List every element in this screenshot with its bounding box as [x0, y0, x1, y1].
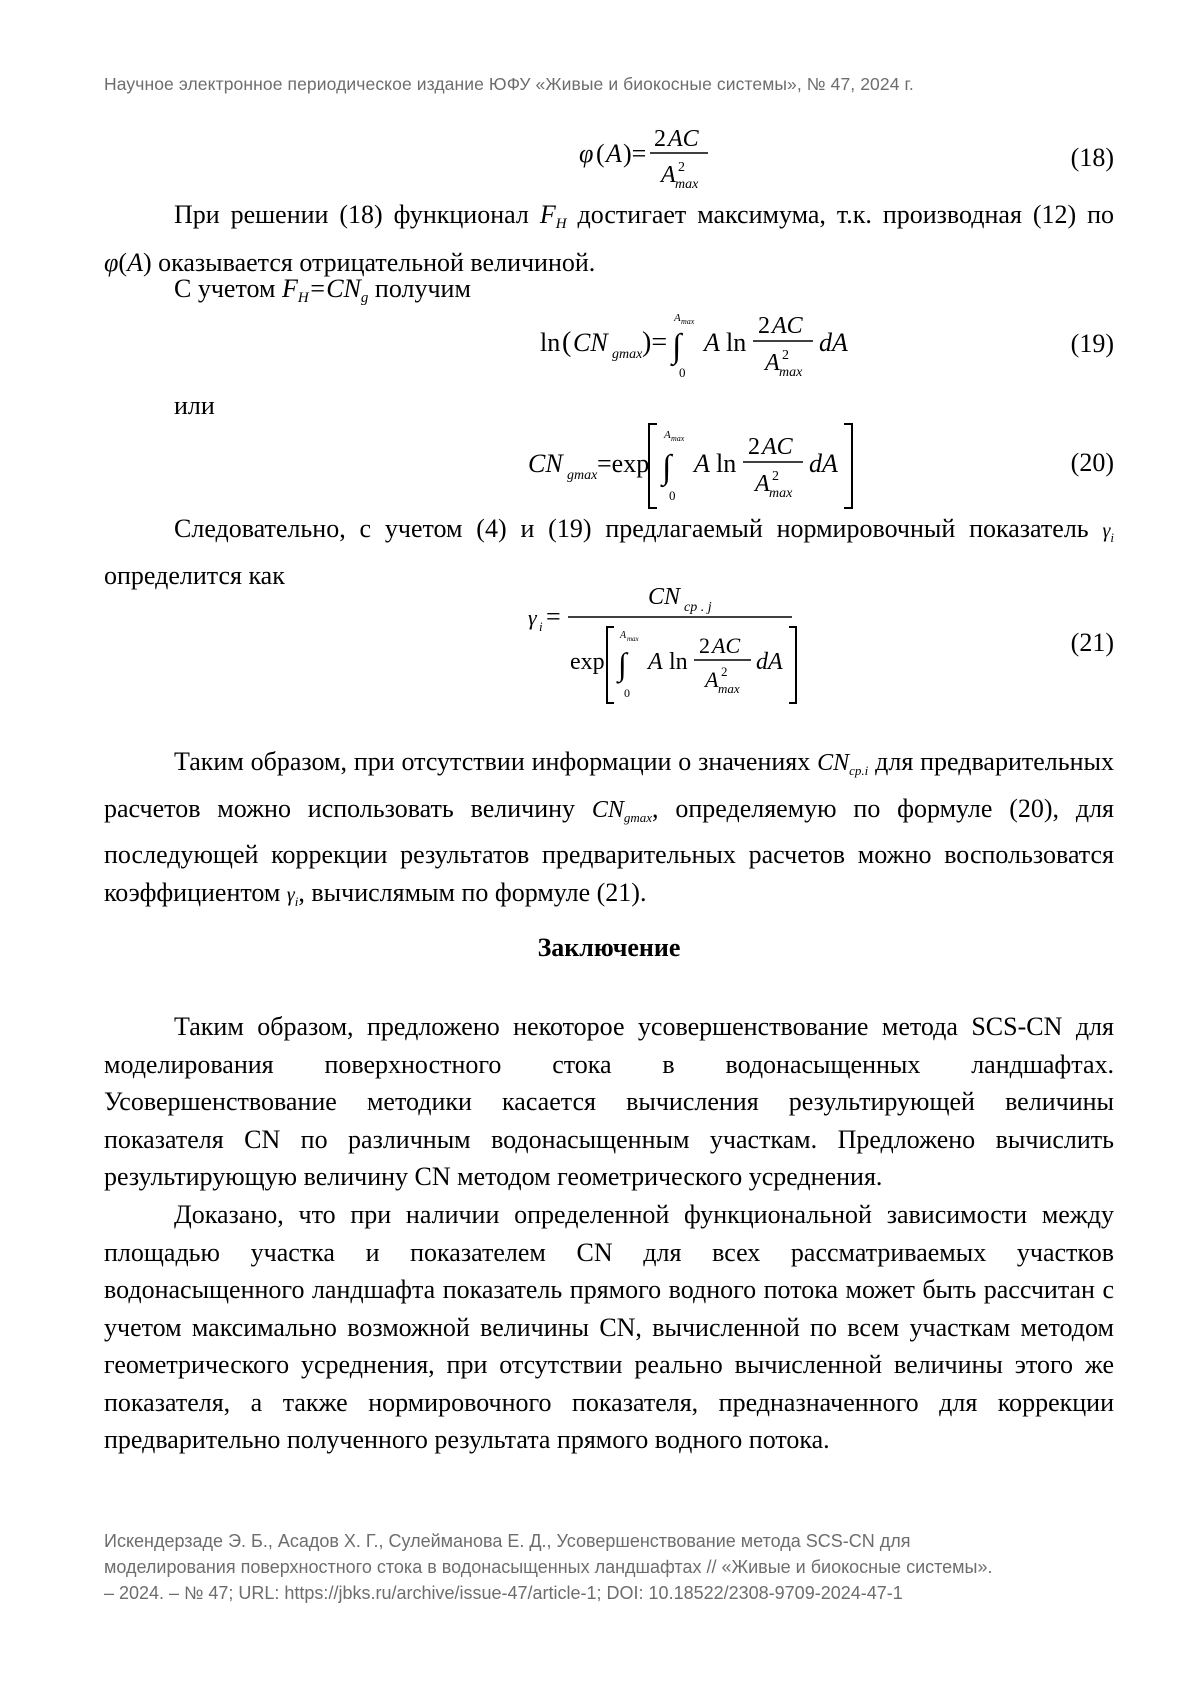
paragraph-text: , вычислямым по формуле (21).: [298, 877, 647, 907]
equation-number: (19): [1070, 329, 1114, 358]
math-symbol: $CN_{cp.i}$: [817, 750, 869, 778]
svg-text:A: A: [755, 471, 770, 497]
svg-text:max: max: [769, 486, 793, 501]
math-symbol: $F_H$: [539, 200, 567, 232]
equation-19: [536, 305, 956, 385]
footer-line: – 2024. – № 47; URL: https://jbks.ru/archive/issue-47/article-1; DOI: 10.18522/2308-9709-2024-47-1: [104, 1583, 903, 1603]
svg-text:max: max: [718, 681, 740, 696]
svg-text:)=: )=: [642, 327, 668, 358]
svg-text:φ: φ: [579, 139, 594, 168]
paragraph-text: При решении (18) функционал: [174, 200, 529, 229]
svg-text:2: 2: [678, 160, 685, 175]
svg-text:A: A: [661, 162, 676, 188]
svg-text:max: max: [671, 434, 685, 443]
svg-text:2: 2: [748, 434, 760, 460]
svg-text:CN: CN: [573, 328, 608, 357]
svg-text:A: A: [664, 429, 671, 441]
svg-text:A: A: [674, 312, 681, 324]
svg-text:A: A: [704, 328, 720, 357]
svg-text:)=: )=: [623, 139, 647, 168]
svg-text:2: 2: [758, 313, 770, 339]
svg-text:CN: CN: [528, 449, 563, 478]
svg-text:i: i: [539, 619, 543, 634]
svg-text:A: A: [694, 449, 710, 478]
paragraph-text: оказывается отрицательной величиной.: [158, 247, 596, 277]
svg-text:gmax: gmax: [567, 468, 598, 483]
math-symbol: φ: [104, 247, 119, 277]
svg-text:2: 2: [699, 633, 710, 658]
equation-18: [574, 122, 834, 194]
svg-text:ln: ln: [540, 328, 561, 357]
svg-text:A: A: [606, 139, 622, 168]
paragraph-text: для предварительных расчетов можно использовать величину: [104, 747, 1114, 823]
equation-21: [524, 580, 924, 705]
svg-text:CN: CN: [648, 584, 681, 610]
paragraph-text: , определяемую по формуле (20), для последующей коррекции результатов предварительных расчетов можно воспользоватся коэффициентом: [104, 793, 1115, 907]
svg-text:dA: dA: [819, 328, 848, 357]
svg-text:∫: ∫: [672, 328, 682, 365]
svg-text:A: A: [705, 667, 719, 692]
svg-text:∫: ∫: [618, 646, 627, 682]
equation-20: [524, 420, 944, 512]
svg-text:gmax: gmax: [612, 347, 643, 362]
math-symbol: $F_H=CN_g$: [281, 274, 369, 306]
svg-text:=exp: =exp: [597, 449, 650, 478]
svg-text:exp: exp: [570, 649, 605, 675]
paragraph: При решении (18) функционал $F_H$ достигает максимума, т.к. производная (12) по φ(A) оказывается отрицательной величиной.: [104, 200, 1115, 277]
svg-text:dA: dA: [756, 649, 783, 675]
equation-number: (18): [1070, 143, 1114, 172]
paragraph-text: достигает максимума, т.к. производная (12) по: [577, 200, 1115, 229]
footer-line: Искендерзаде Э. Б., Асадов Х. Г., Сулейманова Е. Д., Усовершенствование метода SCS-CN для: [104, 1531, 911, 1551]
svg-text:max: max: [675, 177, 699, 192]
svg-text:=: =: [546, 602, 561, 631]
svg-text:A: A: [648, 649, 663, 675]
svg-text:0: 0: [669, 488, 676, 503]
svg-text:2: 2: [721, 664, 728, 679]
svg-text:cp . j: cp . j: [684, 600, 712, 615]
math-symbol: $\gamma_i$: [1102, 520, 1114, 545]
svg-text:max: max: [681, 317, 695, 326]
svg-text:2: 2: [782, 348, 789, 363]
running-header: Научное электронное периодическое издание ЮФУ «Живые и биокосные системы», № 47, 2024 г.: [104, 74, 914, 94]
svg-text:dA: dA: [809, 449, 838, 478]
svg-text:γ: γ: [528, 605, 537, 630]
svg-text:ln: ln: [669, 649, 688, 675]
footer-line: моделирования поверхностного стока в водонасыщенных ландшафтах // «Живые и биокосные системы».: [104, 1557, 993, 1577]
svg-text:AC: AC: [668, 126, 699, 152]
section-heading: Заключение: [537, 933, 681, 962]
svg-text:AC: AC: [762, 434, 793, 460]
math-symbol: $CN_{gmax}$: [591, 796, 653, 825]
svg-text:0: 0: [679, 365, 686, 380]
paragraph: [104, 743, 1114, 920]
svg-text:A: A: [620, 630, 627, 641]
equation-number: (21): [1070, 628, 1114, 657]
paragraph-text: получим: [374, 274, 471, 303]
paragraph-text: Следовательно, с учетом (4) и (19) предлагаемый нормировочный показатель: [174, 514, 1089, 543]
equation-number: (20): [1070, 448, 1114, 477]
citation-footer: [104, 1528, 1114, 1606]
svg-text:ln: ln: [716, 449, 737, 478]
paragraph: или: [174, 391, 215, 420]
svg-text:(: (: [596, 139, 605, 168]
math-symbol: $\gamma_i$: [286, 883, 299, 909]
svg-text:0: 0: [624, 686, 630, 700]
paragraph: Таким образом, предложено некоторое усовершенствование метода SCS-CN для моделирования поверхностного стока в водонасыщенных ландшафтах. Усовершенствование методики касается вычисления результирующей величины показателя CN по различным водонасыщенным участкам. Предложено вычислить результирующую величину CN методом геометрического усреднения.: [104, 1012, 1114, 1191]
paragraph-text: определится как: [104, 560, 285, 590]
svg-text:2: 2: [772, 469, 779, 484]
svg-text:max: max: [627, 635, 639, 643]
svg-text:A: A: [765, 350, 780, 376]
svg-text:ln: ln: [726, 328, 747, 357]
paragraph-text: С учетом: [174, 274, 276, 303]
svg-text:max: max: [779, 365, 803, 380]
svg-text:(: (: [562, 327, 572, 358]
svg-text:2: 2: [654, 126, 666, 152]
svg-text:AC: AC: [772, 313, 803, 339]
paragraph-text: Таким образом, при отсутствии информации о значениях: [174, 747, 811, 776]
svg-text:∫: ∫: [662, 449, 672, 486]
svg-text:AC: AC: [712, 633, 741, 658]
paragraph: Доказано, что при наличии определенной функциональной зависимости между площадью участка и показателем CN для всех рассматриваемых участков водонасыщенного ландшафта показатель прямого водного потока может быть рассчитан с учетом максимально возможной величины CN, вычисленной по всем участкам методом геометрического усреднения, при отсутствии реально вычисленной величины этого же показателя, а также нормировочного показателя, предназначенного для коррекции предварительно полученного результата прямого водного потока.: [104, 1200, 1114, 1454]
